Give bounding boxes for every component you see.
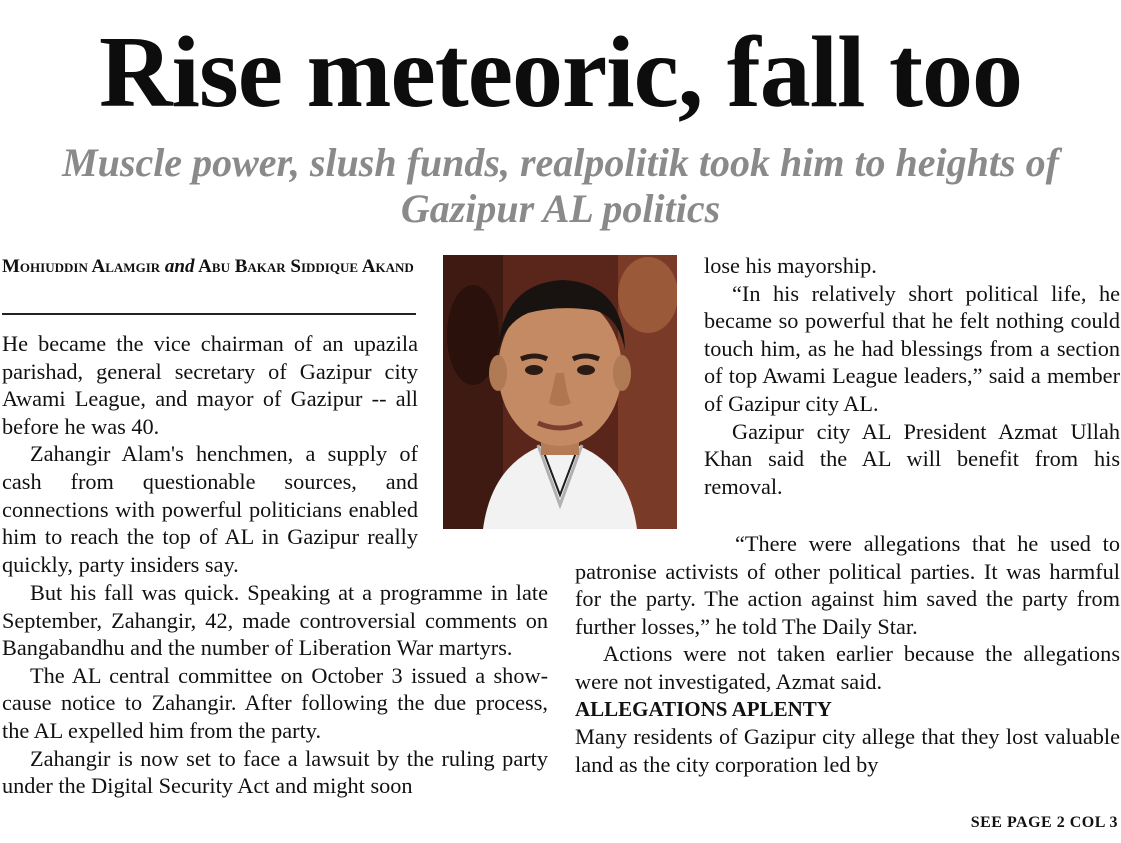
byline-conjunction: and xyxy=(164,256,195,277)
subheadline: Muscle power, slush funds, realpolitik took him to heights of Gazipur AL politics xyxy=(62,140,1059,231)
author-1: Mohiuddin Alamgir xyxy=(2,256,161,277)
paragraph: Gazipur city AL President Azmat Ullah Khan said the AL will benefit from his removal. xyxy=(704,418,1120,499)
paragraph: lose his mayorship. xyxy=(704,253,877,278)
column-2-top xyxy=(704,252,1120,500)
portrait-illustration xyxy=(443,255,677,529)
column-1-bottom xyxy=(2,579,548,800)
continued-on-link[interactable]: SEE PAGE 2 COL 3 xyxy=(970,814,1118,831)
paragraph: Many residents of Gazipur city allege that they lost valuable land as the city corporation led by xyxy=(575,724,1120,777)
paragraph: “In his relatively short political life, he became so powerful that he felt nothing could touch him, as he had blessings from a section of top Awami League leaders,” said a member of Gazipur city AL. xyxy=(704,280,1120,416)
paragraph: The AL central committee on October 3 issued a show-cause notice to Zahangir. After following the due process, the AL expelled him from the party. xyxy=(2,662,548,743)
column-2-bottom xyxy=(575,530,1120,778)
headline: Rise meteoric, fall too xyxy=(99,16,1022,129)
byline xyxy=(2,253,422,280)
section-heading: ALLEGATIONS APLENTY xyxy=(575,696,832,721)
paragraph: He became the vice chairman of an upazila parishad, general secretary of Gazipur city Awami League, and mayor of Gazipur -- all before he was 40. xyxy=(2,331,418,439)
column-1-top xyxy=(2,330,418,578)
paragraph: Zahangir is now set to face a lawsuit by the ruling party under the Digital Security Act and might soon xyxy=(2,745,548,799)
byline-rule xyxy=(2,313,416,315)
paragraph: Zahangir Alam's henchmen, a supply of cash from questionable sources, and connections with powerful politicians enabled him to reach the top of AL in Gazipur really quickly, party insiders say. xyxy=(2,441,418,577)
portrait-photo xyxy=(443,255,677,529)
paragraph: “There were allegations that he used to patronise activists of other political parties. It was harmful for the party. The action against him saved the party from further losses,” he told The Daily Star. xyxy=(575,531,1120,639)
author-2: Abu Bakar Siddique Akand xyxy=(198,256,414,277)
paragraph: But his fall was quick. Speaking at a programme in late September, Zahangir, 42, made controversial comments on Bangabandhu and the number of Liberation War martyrs. xyxy=(2,580,548,661)
paragraph: Actions were not taken earlier because the allegations were not investigated, Azmat said. xyxy=(575,641,1120,694)
